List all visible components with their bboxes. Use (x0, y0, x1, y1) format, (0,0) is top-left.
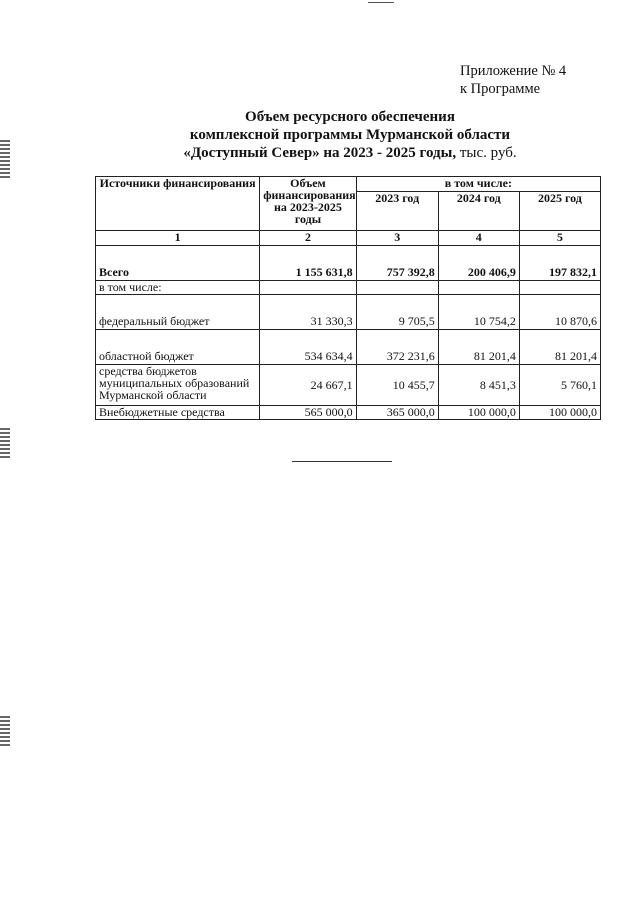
header-row (96, 177, 601, 192)
title-line-1: Объем ресурсного обеспечения (245, 109, 455, 125)
row-name: областной бюджет (96, 330, 260, 365)
title-line-3 (110, 144, 590, 162)
row-name: средства бюджетов муниципальных образований Мурманской области (96, 365, 260, 406)
scan-mark (0, 428, 10, 458)
row-name: Внебюджетные средства (96, 406, 260, 420)
row-name: в том числе: (96, 281, 260, 295)
column-number: 1 (96, 231, 260, 246)
cell-2025: 197 832,1 (519, 246, 600, 281)
cell-2023: 372 231,6 (356, 330, 438, 365)
cell-total: 565 000,0 (260, 406, 356, 420)
title-unit: тыс. руб. (456, 145, 517, 161)
title-line-3-main: «Доступный Север» на 2023 - 2025 годы, (183, 145, 457, 161)
separator-line (292, 461, 392, 462)
row-name: федеральный бюджет (96, 295, 260, 330)
title-line-2: комплексной программы Мурманской области (189, 127, 511, 143)
cell-total: 24 667,1 (260, 365, 356, 406)
cell-2024: 200 406,9 (438, 246, 519, 281)
header-source: Источники финансирования (96, 177, 260, 231)
table-row-extrabudgetary (96, 406, 601, 420)
cell-2024: 100 000,0 (438, 406, 519, 420)
table-row-federal (96, 295, 601, 330)
cell-total: 534 634,4 (260, 330, 356, 365)
header-including: в том числе: (356, 177, 600, 192)
row-name: Всего (96, 246, 260, 281)
top-rule (368, 2, 394, 3)
header-total: Объем финансирования на 2023-2025 годы (260, 177, 356, 231)
cell-2024: 8 451,3 (438, 365, 519, 406)
appendix-reference: к Программе (460, 81, 541, 97)
column-number: 4 (438, 231, 519, 246)
appendix-note (460, 62, 566, 98)
header-2025: 2025 год (519, 192, 600, 231)
table-row-regional (96, 330, 601, 365)
cell-2023: 9 705,5 (356, 295, 438, 330)
cell-2024: 10 754,2 (438, 295, 519, 330)
header-2024: 2024 год (438, 192, 519, 231)
table-row-including (96, 281, 601, 295)
cell-total: 31 330,3 (260, 295, 356, 330)
appendix-number: Приложение № 4 (460, 63, 567, 79)
cell-total: 1 155 631,8 (260, 246, 356, 281)
column-number: 5 (519, 231, 600, 246)
column-number: 2 (260, 231, 356, 246)
cell-2025: 100 000,0 (519, 406, 600, 420)
document-title (110, 108, 590, 162)
cell-2024: 81 201,4 (438, 330, 519, 365)
cell-2025: 81 201,4 (519, 330, 600, 365)
header-2023: 2023 год (356, 192, 438, 231)
cell-2023: 365 000,0 (356, 406, 438, 420)
cell-2025: 10 870,6 (519, 295, 600, 330)
column-number: 3 (356, 231, 438, 246)
table-row-total (96, 246, 601, 281)
cell-2023: 10 455,7 (356, 365, 438, 406)
column-number-row (96, 231, 601, 246)
funding-table (95, 176, 601, 420)
cell-2025: 5 760,1 (519, 365, 600, 406)
table-row-municipal (96, 365, 601, 406)
scan-mark (0, 140, 10, 178)
cell-2023: 757 392,8 (356, 246, 438, 281)
scan-mark (0, 716, 10, 746)
